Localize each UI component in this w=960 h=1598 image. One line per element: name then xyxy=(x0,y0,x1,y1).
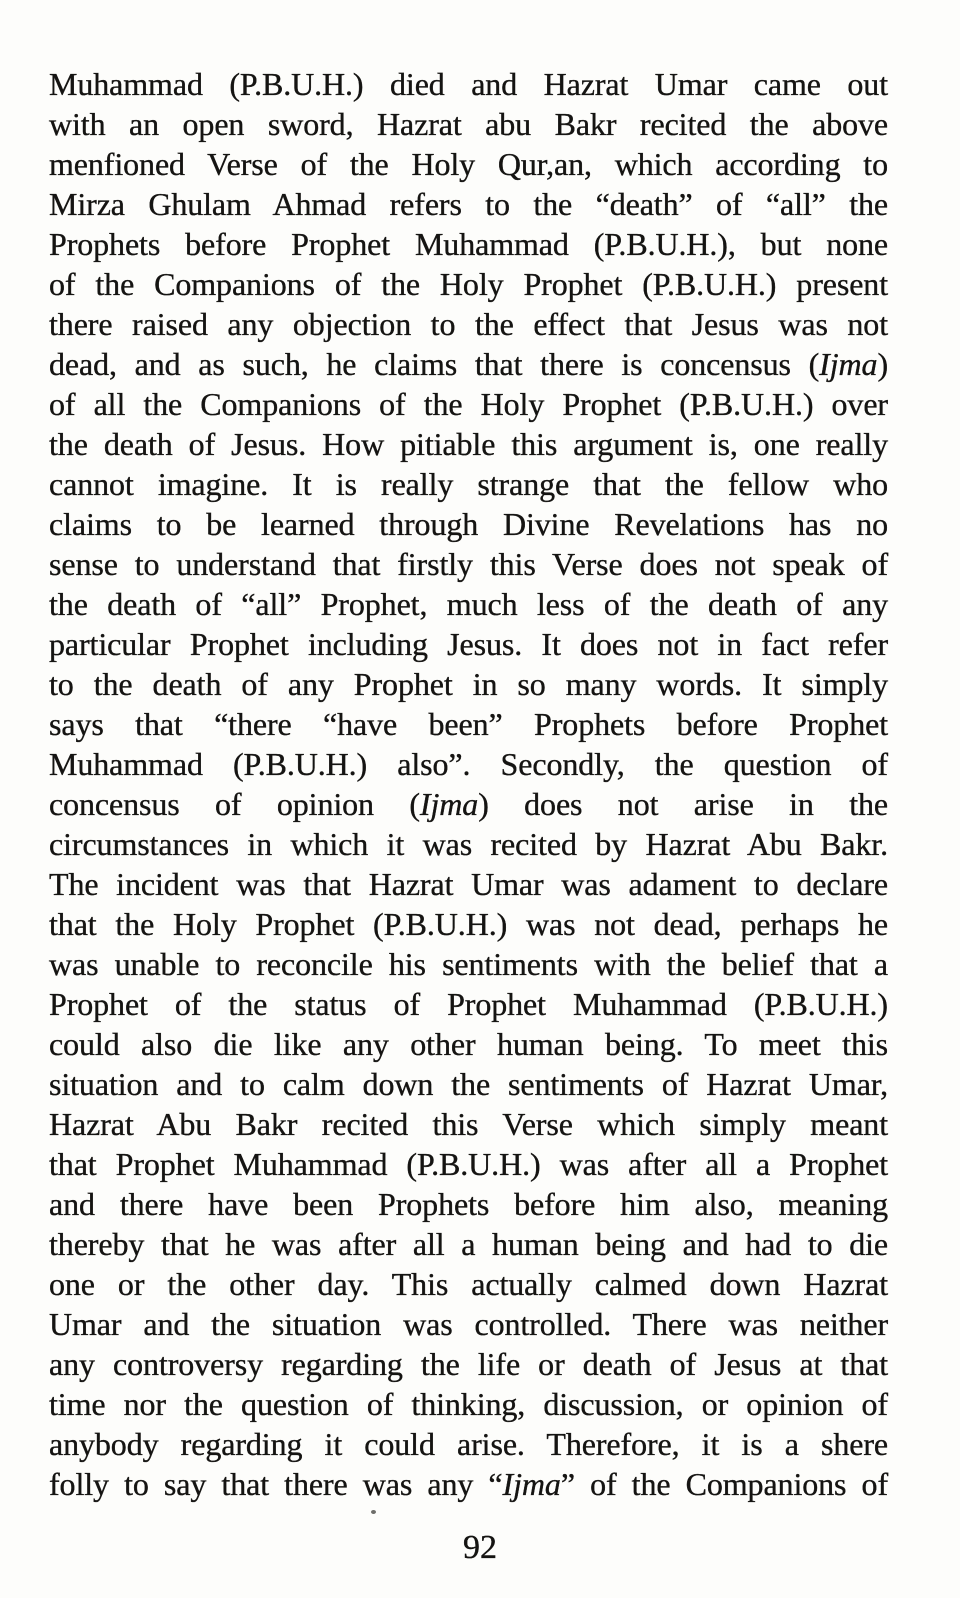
text-line xyxy=(49,424,888,464)
text-line xyxy=(49,824,888,864)
text-segment: the death of Jesus. How pitiable this argument is, one really xyxy=(49,426,888,462)
text-segment: one or the other day. This actually calmed down Hazrat xyxy=(49,1266,888,1302)
text-line xyxy=(49,384,888,424)
text-segment: could also die like any other human being. To meet this xyxy=(49,1026,888,1062)
text-segment: circumstances in which it was recited by Hazrat Abu Bakr. xyxy=(49,826,888,862)
text-segment: any controversy regarding the life or death of Jesus at that xyxy=(49,1346,888,1382)
text-segment: and there have been Prophets before him also, meaning xyxy=(49,1186,888,1222)
text-line xyxy=(49,464,888,504)
text-line xyxy=(49,304,888,344)
text-line xyxy=(49,1024,888,1064)
text-line xyxy=(49,1144,888,1184)
text-segment: Prophet of the status of Prophet Muhammad (P.B.U.H.) xyxy=(49,986,888,1022)
text-line xyxy=(49,1344,888,1384)
text-line xyxy=(49,1104,888,1144)
text-line xyxy=(49,784,888,824)
text-line xyxy=(49,344,888,384)
italic-term: Ijma xyxy=(819,346,878,382)
text-line xyxy=(49,1184,888,1224)
text-segment: dead, and as such, he claims that there is concensus ( xyxy=(49,346,820,382)
text-segment: that Prophet Muhammad (P.B.U.H.) was after all a Prophet xyxy=(49,1146,888,1182)
text-line xyxy=(49,104,888,144)
text-line xyxy=(49,1264,888,1304)
page-number: 92 xyxy=(463,1529,497,1566)
text-line xyxy=(49,864,888,904)
text-segment: Muhammad (P.B.U.H.) also”. Secondly, the question of xyxy=(49,746,888,782)
text-segment: cannot imagine. It is really strange that the fellow who xyxy=(49,466,888,502)
text-segment: the death of “all” Prophet, much less of the death of any xyxy=(49,586,888,622)
text-line xyxy=(49,984,888,1024)
text-line xyxy=(49,1064,888,1104)
text-segment: thereby that he was after all a human being and had to die xyxy=(49,1226,888,1262)
text-line xyxy=(49,624,888,664)
text-line xyxy=(49,944,888,984)
text-segment: of the Companions of the Holy Prophet (P.B.U.H.) present xyxy=(49,266,888,302)
text-segment: anybody regarding it could arise. Therefore, it is a shere xyxy=(49,1426,888,1462)
text-segment: menfioned Verse of the Holy Qur,an, which according to xyxy=(49,146,888,182)
text-segment: Prophets before Prophet Muhammad (P.B.U.H.), but none xyxy=(49,226,888,262)
text-line xyxy=(49,1424,888,1464)
text-line xyxy=(49,1304,888,1344)
text-segment: there raised any objection to the effect that Jesus was not xyxy=(49,306,888,342)
text-segment: says that “there “have been” Prophets before Prophet xyxy=(49,706,888,742)
text-line xyxy=(49,544,888,584)
text-segment: that the Holy Prophet (P.B.U.H.) was not dead, perhaps he xyxy=(49,906,888,942)
text-line xyxy=(49,744,888,784)
text-line xyxy=(49,1384,888,1424)
italic-term: Ijma xyxy=(502,1466,561,1502)
text-segment: of all the Companions of the Holy Prophet (P.B.U.H.) over xyxy=(49,386,888,422)
text-line xyxy=(49,144,888,184)
text-line xyxy=(49,1224,888,1264)
text-line xyxy=(49,904,888,944)
text-segment: concensus of opinion ( xyxy=(49,786,420,822)
text-segment: ” of the Companions of xyxy=(560,1466,888,1502)
text-line xyxy=(49,664,888,704)
text-segment: Muhammad (P.B.U.H.) died and Hazrat Umar came out xyxy=(49,66,888,102)
text-line xyxy=(49,184,888,224)
text-line xyxy=(49,264,888,304)
text-segment: with an open sword, Hazrat abu Bakr recited the above xyxy=(49,106,888,142)
text-segment: situation and to calm down the sentiments of Hazrat Umar, xyxy=(49,1066,888,1102)
text-segment: Hazrat Abu Bakr recited this Verse which simply meant xyxy=(49,1106,888,1142)
text-segment: folly to say that there was any “ xyxy=(49,1466,503,1502)
text-segment: was unable to reconcile his sentiments with the belief that a xyxy=(49,946,888,982)
text-segment: time nor the question of thinking, discussion, or opinion of xyxy=(49,1386,888,1422)
text-line xyxy=(49,504,888,544)
text-line xyxy=(49,1464,888,1504)
text-segment: Mirza Ghulam Ahmad refers to the “death” of “all” the xyxy=(49,186,888,222)
text-segment: ) does not arise in the xyxy=(478,786,888,822)
scan-speck xyxy=(371,1510,376,1514)
text-segment: Umar and the situation was controlled. There was neither xyxy=(49,1306,888,1342)
italic-term: Ijma xyxy=(419,786,479,822)
text-segment: The incident was that Hazrat Umar was adament to declare xyxy=(49,866,888,902)
text-segment: ) xyxy=(877,346,888,382)
text-segment: particular Prophet including Jesus. It does not in fact refer xyxy=(49,626,888,662)
text-line xyxy=(49,704,888,744)
text-line xyxy=(49,584,888,624)
text-segment: to the death of any Prophet in so many words. It simply xyxy=(49,666,888,702)
text-line xyxy=(49,224,888,264)
text-line xyxy=(49,64,888,104)
text-block xyxy=(49,64,888,1504)
text-segment: sense to understand that firstly this Verse does not speak of xyxy=(49,546,888,582)
text-segment: claims to be learned through Divine Revelations has no xyxy=(49,506,888,542)
